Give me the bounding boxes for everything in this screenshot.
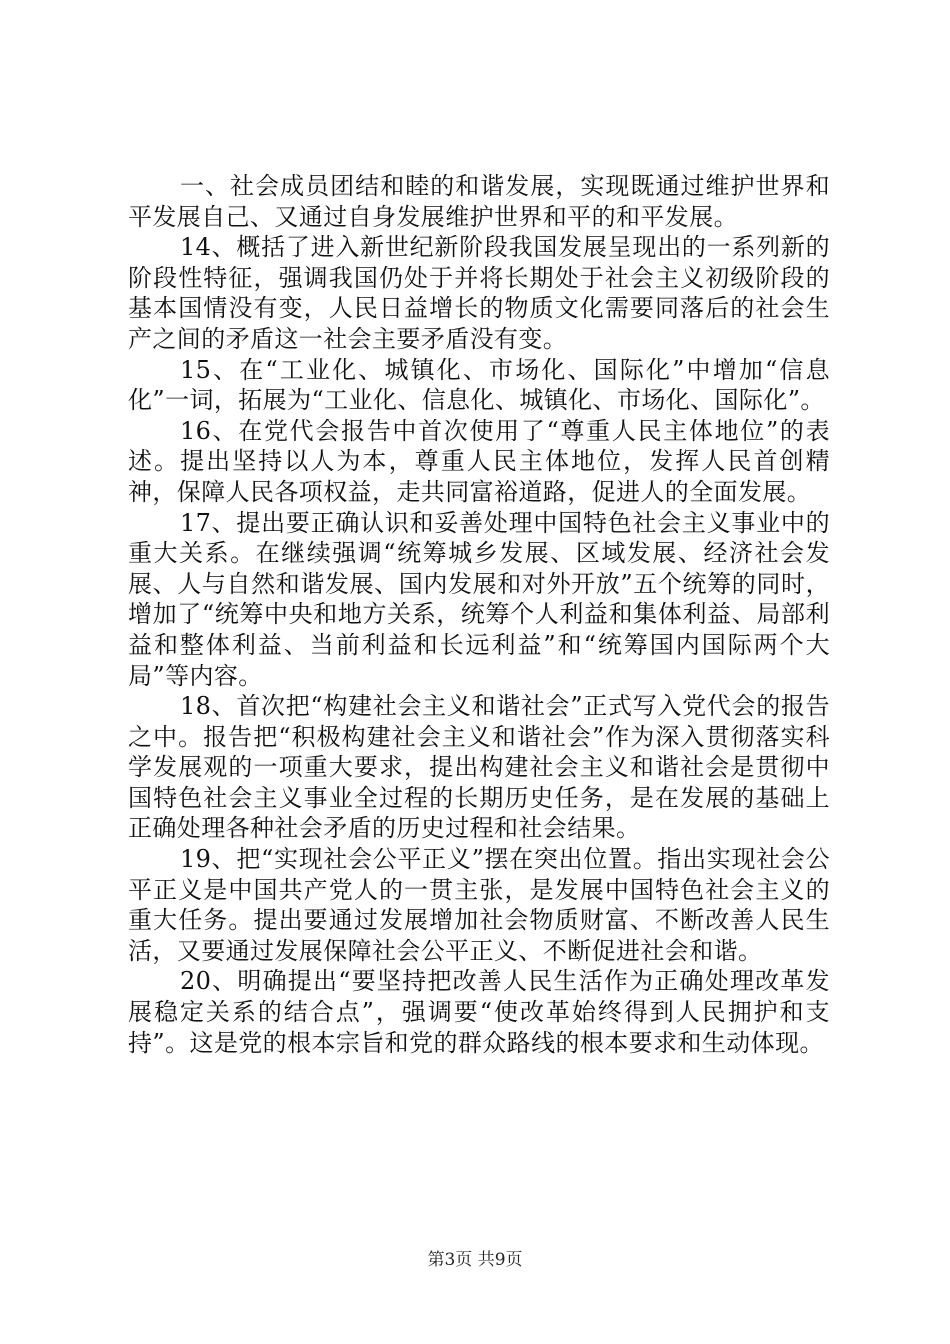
paragraph-19: 19、把“实现社会公平正义”摆在突出位置。指出实现社会公平正义是中国共产党人的一贯主张，是发展中国特色社会主义的重大任务。提出要通过发展增加社会物质财富、不断改善人民生活，又要通过发展保障社会公平正义、不断促进社会和谐。 <box>128 845 830 965</box>
paragraph-20: 20、明确提出“要坚持把改善人民生活作为正确处理改革发展稳定关系的结合点”，强调要“使改革始终得到人民拥护和支持”。这是党的根本宗旨和党的群众路线的根本要求和生动体现。 <box>128 967 830 1057</box>
paragraph-16: 16、在党代会报告中首次使用了“尊重人民主体地位”的表述。提出坚持以人为本，尊重人民主体地位，发挥人民首创精神，保障人民各项权益，走共同富裕道路，促进人的全面发展。 <box>128 416 830 506</box>
page-number-label: 第3页 共9页 <box>427 1250 523 1270</box>
paragraph-17: 17、提出要正确认识和妥善处理中国特色社会主义事业中的重大关系。在继续强调“统筹城乡发展、区域发展、经济社会发展、人与自然和谐发展、国内发展和对外开放”五个统筹的同时，增加了“统筹中央和地方关系，统筹个人利益和集体利益、局部利益和整体利益、当前利益和长远利益”和“统筹国内国际两个大局”等内容。 <box>128 508 830 690</box>
paragraph-intro: 一、社会成员团结和睦的和谐发展，实现既通过维护世界和平发展自己、又通过自身发展维护世界和平的和平发展。 <box>128 172 830 231</box>
document-body <box>128 171 830 1058</box>
paragraph-18: 18、首次把“构建社会主义和谐社会”正式写入党代会的报告之中。报告把“积极构建社会主义和谐社会”作为深入贯彻落实科学发展观的一项重大要求，提出构建社会主义和谐社会是贯彻中国特色社会主义事业全过程的长期历史任务，是在发展的基础上正确处理各种社会矛盾的历史过程和社会结果。 <box>128 692 830 843</box>
paragraph-15: 15、在“工业化、城镇化、市场化、国际化”中增加“信息化”一词，拓展为“工业化、信息化、城镇化、市场化、国际化”。 <box>128 355 830 415</box>
paragraph-14: 14、概括了进入新世纪新阶段我国发展呈现出的一系列新的阶段性特征，强调我国仍处于并将长期处于社会主义初级阶段的基本国情没有变，人民日益增长的物质文化需要同落后的社会生产之间的矛盾这一社会主要矛盾没有变。 <box>128 233 830 353</box>
page-footer <box>0 1245 950 1270</box>
